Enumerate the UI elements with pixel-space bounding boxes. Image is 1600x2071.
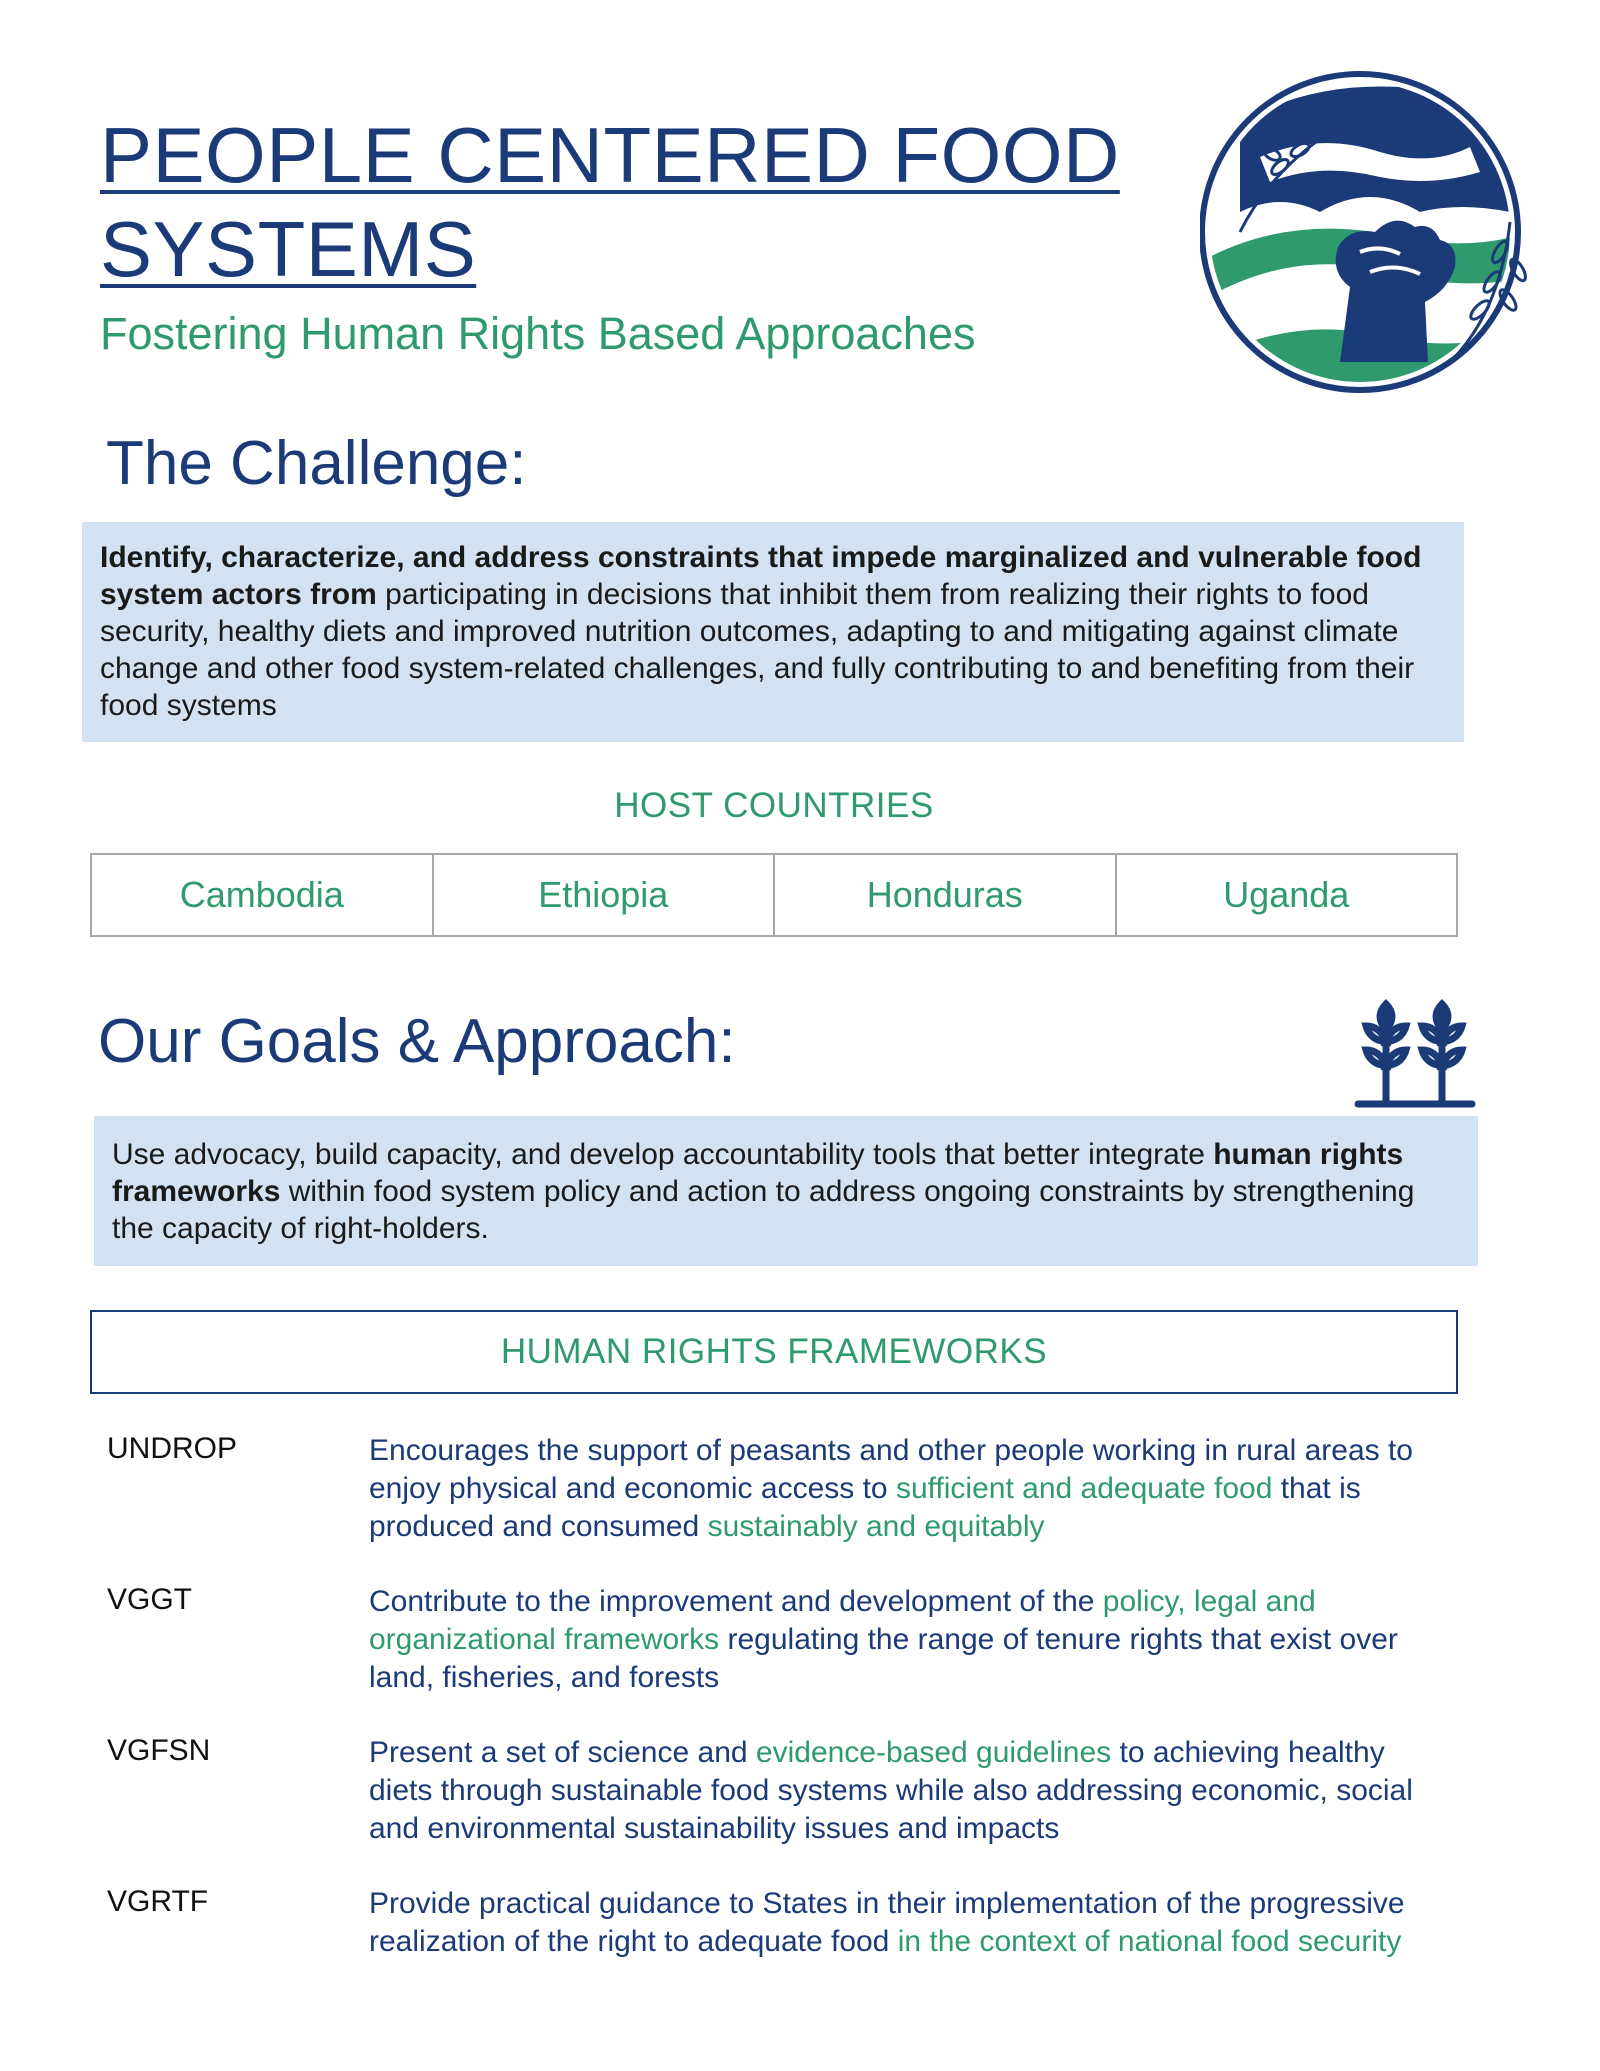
challenge-text-bold: Identify, characterize, and address constraints that impede marginalized and vulnerable food system actors from — [100, 541, 1422, 611]
framework-code: VGRTF — [107, 1885, 209, 1918]
challenge-heading: The Challenge: — [106, 429, 527, 498]
framework-description: Contribute to the improvement and development of the policy, legal and organizational frameworks regulating the range of tenure rights that exist over land, fisheries, and forests — [369, 1585, 1398, 1694]
host-countries-label: HOST COUNTRIES — [614, 786, 934, 825]
country-cell: Ethiopia — [434, 855, 776, 935]
page-subtitle: Fostering Human Rights Based Approaches — [100, 308, 976, 359]
framework-code: VGGT — [107, 1583, 193, 1616]
page-title: PEOPLE CENTERED FOOD SYSTEMS — [100, 111, 1120, 293]
goals-text-a: Use advocacy, build capacity, and develop accountability tools that better integrate — [112, 1138, 1214, 1171]
frameworks-label: HUMAN RIGHTS FRAMEWORKS — [500, 1332, 1048, 1371]
goals-heading: Our Goals & Approach: — [98, 1007, 736, 1076]
framework-description: Encourages the support of peasants and other people working in rural areas to enjoy physical and economic access to sufficient and adequate food that is produced and consumed sustainably and equitably — [369, 1434, 1413, 1543]
wheat-icon — [1352, 992, 1478, 1112]
goals-callout — [94, 1116, 1478, 1266]
country-cell: Uganda — [1223, 874, 1350, 915]
goals-text-bold: human rights frameworks — [112, 1138, 1404, 1208]
framework-row — [107, 1885, 1447, 2005]
challenge-callout — [82, 522, 1464, 742]
goals-text-b: within food system policy and action to address ongoing constraints by strengthening the capacity of right-holders. — [112, 1175, 1415, 1245]
framework-code: VGFSN — [107, 1734, 211, 1767]
country-cell: Honduras — [775, 855, 1117, 935]
framework-row — [107, 1734, 1447, 1854]
framework-description: Present a set of science and evidence-based guidelines to achieving healthy diets through sustainable food systems while also addressing economic, social and environmental sustainability issues and impacts — [369, 1736, 1413, 1845]
framework-description: Provide practical guidance to States in their implementation of the progressive realization of the right to adequate food in the context of national food security — [369, 1887, 1405, 1958]
country-cell: Cambodia — [92, 855, 434, 935]
framework-code: UNDROP — [107, 1432, 238, 1465]
challenge-text: participating in decisions that inhibit them from realizing their rights to food security, healthy diets and improved nutrition outcomes, adapting to and mitigating against climate change and other food system-related challenges, and fully contributing to and benefiting from their food systems — [100, 578, 1415, 722]
framework-row — [107, 1432, 1447, 1552]
host-countries-table — [90, 853, 1458, 937]
fist-landscape-logo-icon — [1200, 62, 1540, 402]
framework-row — [107, 1583, 1447, 1703]
frameworks-header-box — [90, 1310, 1458, 1394]
